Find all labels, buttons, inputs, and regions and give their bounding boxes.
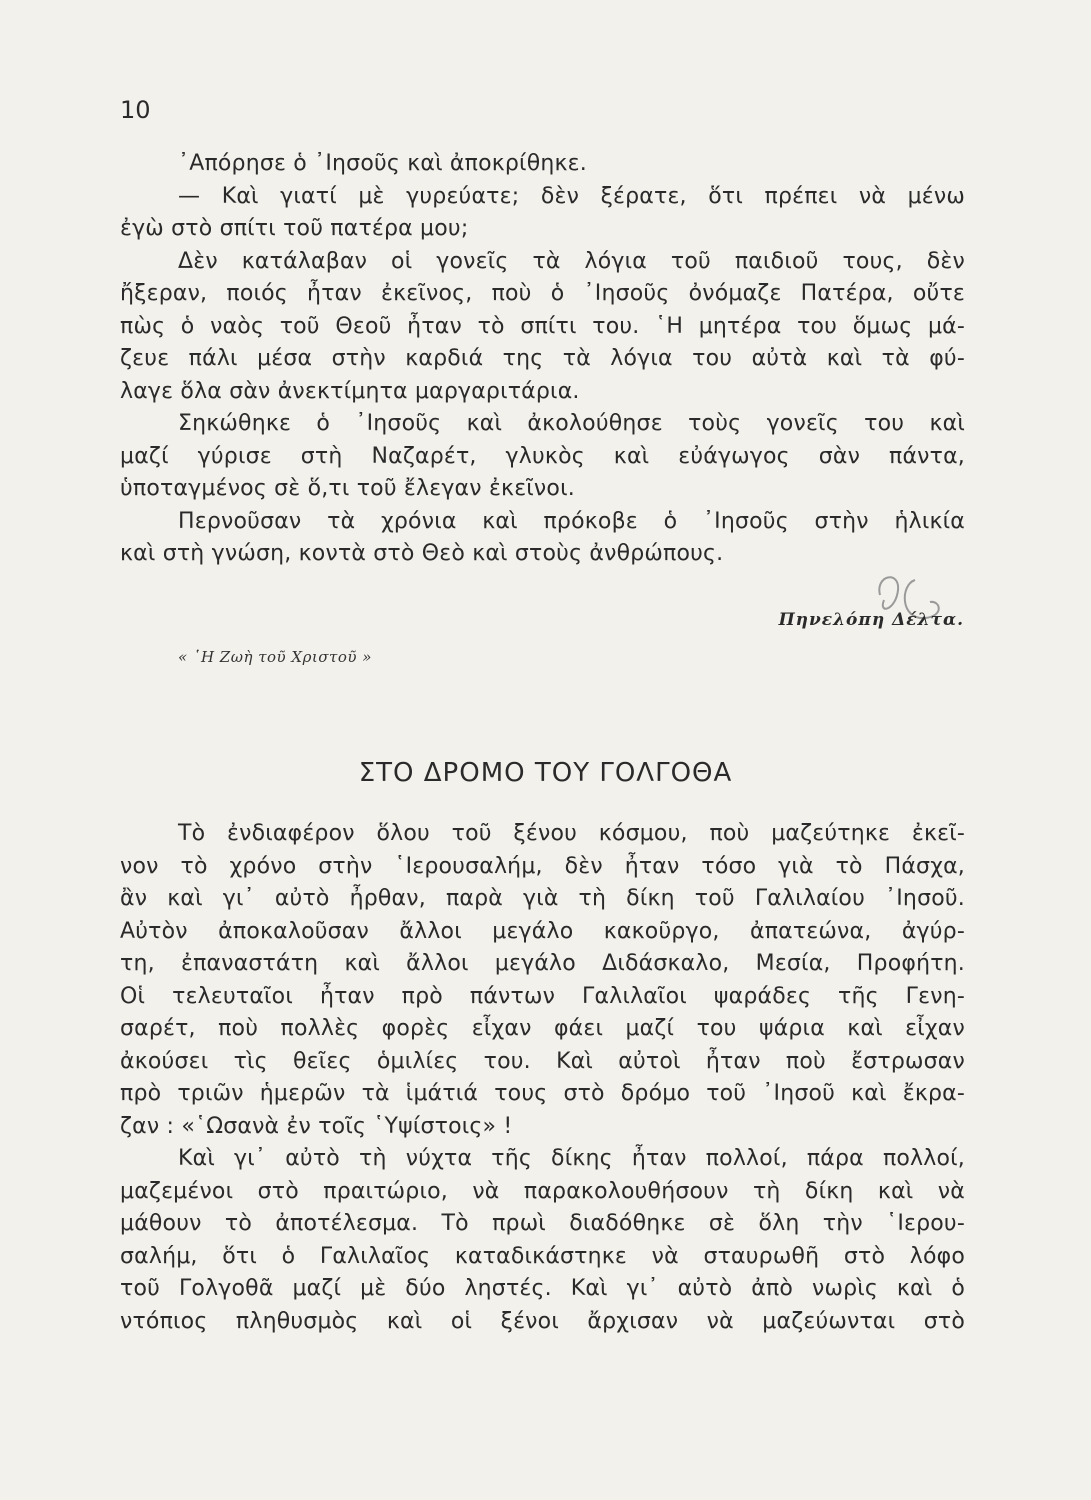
text-line: ὑποταγμένος σὲ ὅ,τι τοῦ ἔλεγαν ἐκεῖνοι. bbox=[120, 476, 575, 501]
text-line: ντόπιος πληθυσμὸς καὶ οἱ ξένοι ἄρχισαν νὰ μαζεύωνται στὸ bbox=[120, 1308, 965, 1334]
text-line: Δὲν κατάλαβαν οἱ γονεῖς τὰ λόγια τοῦ παιδιοῦ τους, δὲν bbox=[178, 248, 965, 274]
text-line: Περνοῦσαν τὰ χρόνια καὶ πρόκοβε ὁ ᾿Ιησοῦς στὴν ἡλικία bbox=[178, 508, 965, 534]
page-number: 10 bbox=[120, 96, 151, 124]
text-line: μάθουν τὸ ἀποτέλεσμα. Τὸ πρωὶ διαδόθηκε σὲ ὅλη τὴν ῾Ιερου- bbox=[120, 1211, 965, 1236]
author-signature: Πηνελόπη Δέλτα. bbox=[778, 610, 964, 630]
story-ending bbox=[120, 148, 965, 571]
text-line: Τὸ ἐνδιαφέρον ὅλου τοῦ ξένου κόσμου, ποὺ μαζεύτηκε ἐκεῖ- bbox=[178, 821, 965, 846]
text-line: Αὐτὸν ἀποκαλοῦσαν ἄλλοι μεγάλο κακοῦργο, ἀπατεώνα, ἀγύρ- bbox=[120, 918, 965, 944]
text-line: ἀκούσει τὶς θεῖες ὁμιλίες του. Καὶ αὐτοὶ ἦταν ποὺ ἔστρωσαν bbox=[120, 1048, 965, 1074]
text-line: Σηκώθηκε ὁ ᾿Ιησοῦς καὶ ἀκολούθησε τοὺς γονεῖς του καὶ bbox=[178, 411, 965, 436]
text-line: πρὸ τριῶν ἡμερῶν τὰ ἱμάτιά τους στὸ δρόμο τοῦ ᾿Ιησοῦ καὶ ἔκρα- bbox=[120, 1081, 965, 1106]
text-line: ζευε πάλι μέσα στὴν καρδιά της τὰ λόγια του αὐτὰ καὶ τὰ φύ- bbox=[120, 346, 965, 371]
text-line: ἤξεραν, ποιός ἦταν ἐκεῖνος, ποὺ ὁ ᾿Ιησοῦς ὀνόμαζε Πατέρα, οὔτε bbox=[120, 281, 965, 306]
text-line: ζαν : «῾Ωσανὰ ἐν τοῖς ῾Υψίστοις» ! bbox=[120, 1113, 513, 1139]
text-line: νον τὸ χρόνο στὴν ῾Ιερουσαλήμ, δὲν ἦταν τόσο γιὰ τὸ Πάσχα, bbox=[120, 853, 965, 879]
text-line: σαλήμ, ὅτι ὁ Γαλιλαῖος καταδικάστηκε νὰ σταυρωθῆ στὸ λόφο bbox=[120, 1243, 965, 1269]
text-line: — Καὶ γιατί μὲ γυρεύατε; δὲν ξέρατε, ὅτι πρέπει νὰ μένω bbox=[178, 183, 965, 209]
text-line: μαζί γύρισε στὴ Ναζαρέτ, γλυκὸς καὶ εὐάγωγος σὰν πάντα, bbox=[120, 443, 965, 469]
text-line: τοῦ Γολγοθᾶ μαζί μὲ δύο ληστές. Καὶ γι᾿ αὐτὸ ἀπὸ νωρὶς καὶ ὁ bbox=[120, 1276, 965, 1301]
source-citation: « ῾Η Ζωὴ τοῦ Χριστοῦ » bbox=[178, 648, 372, 666]
text-line: τη, ἐπαναστάτη καὶ ἄλλοι μεγάλο Διδάσκαλο, Μεσία, Προφήτη. bbox=[120, 951, 965, 976]
text-line: ἐγὼ στὸ σπίτι τοῦ πατέρα μου; bbox=[120, 216, 469, 241]
golgotha-text bbox=[120, 818, 965, 1338]
section-title: ΣΤΟ ΔΡΟΜΟ ΤΟΥ ΓΟΛΓΟΘΑ bbox=[358, 758, 733, 788]
text-line: Οἱ τελευταῖοι ἦταν πρὸ πάντων Γαλιλαῖοι ψαράδες τῆς Γενη- bbox=[120, 983, 965, 1009]
text-line: σαρέτ, ποὺ πολλὲς φορὲς εἶχαν φάει μαζί του ψάρια καὶ εἶχαν bbox=[120, 1016, 965, 1041]
text-line: ᾿Απόρησε ὁ ᾿Ιησοῦς καὶ ἀποκρίθηκε. bbox=[178, 151, 587, 176]
text-line: λαγε ὅλα σὰν ἀνεκτίμητα μαργαριτάρια. bbox=[120, 378, 580, 404]
text-line: καὶ στὴ γνώση, κοντὰ στὸ Θεὸ καὶ στοὺς ἀνθρώπους. bbox=[120, 541, 724, 566]
text-line: πὼς ὁ ναὸς τοῦ Θεοῦ ἦταν τὸ σπίτι του. ῾Η μητέρα του ὅμως μά- bbox=[120, 313, 965, 339]
text-line: μαζεμένοι στὸ πραιτώριο, νὰ παρακολουθήσουν τὴ δίκη καὶ νὰ bbox=[120, 1178, 965, 1204]
text-line: ἂν καὶ γι᾿ αὐτὸ ἦρθαν, παρὰ γιὰ τὴ δίκη τοῦ Γαλιλαίου ᾿Ιησοῦ. bbox=[120, 886, 965, 911]
text-line: Καὶ γι᾿ αὐτὸ τὴ νύχτα τῆς δίκης ἦταν πολλοί, πάρα πολλοί, bbox=[178, 1146, 965, 1171]
